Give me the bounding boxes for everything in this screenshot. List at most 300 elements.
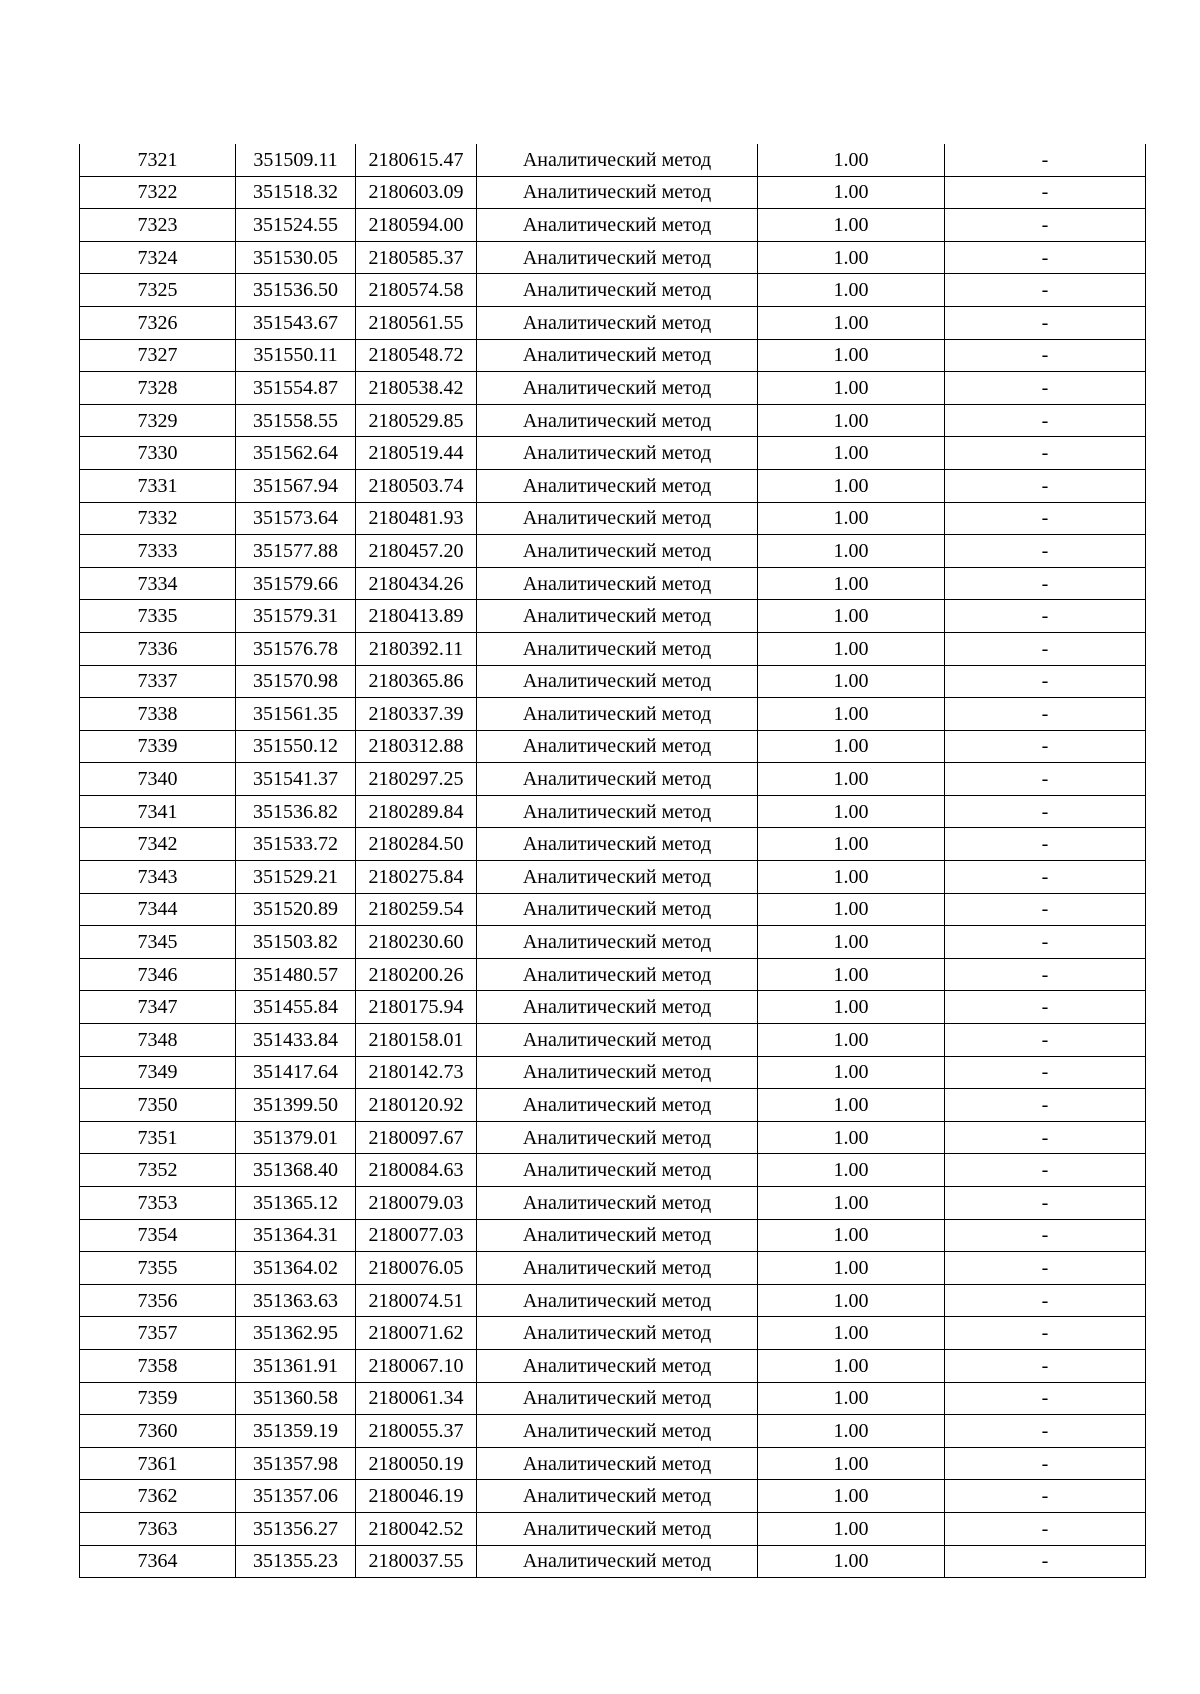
note-cell: - xyxy=(945,1284,1146,1317)
note-cell: - xyxy=(945,1056,1146,1089)
accuracy-cell: 1.00 xyxy=(758,600,945,633)
table-row xyxy=(80,567,1146,600)
table-row xyxy=(80,1056,1146,1089)
x-coordinate-cell: 351536.50 xyxy=(236,274,356,307)
accuracy-cell: 1.00 xyxy=(758,176,945,209)
accuracy-cell: 1.00 xyxy=(758,469,945,502)
accuracy-cell: 1.00 xyxy=(758,1284,945,1317)
x-coordinate-cell: 351360.58 xyxy=(236,1382,356,1415)
table-row xyxy=(80,1024,1146,1057)
note-cell: - xyxy=(945,1252,1146,1285)
y-coordinate-cell: 2180413.89 xyxy=(356,600,477,633)
x-coordinate-cell: 351577.88 xyxy=(236,535,356,568)
point-number-cell: 7331 xyxy=(80,469,236,502)
table-row xyxy=(80,1447,1146,1480)
note-cell: - xyxy=(945,730,1146,763)
table-row xyxy=(80,1317,1146,1350)
point-number-cell: 7346 xyxy=(80,958,236,991)
y-coordinate-cell: 2180615.47 xyxy=(356,144,477,176)
x-coordinate-cell: 351541.37 xyxy=(236,763,356,796)
method-cell: Аналитический метод xyxy=(477,763,758,796)
method-cell: Аналитический метод xyxy=(477,991,758,1024)
method-cell: Аналитический метод xyxy=(477,926,758,959)
point-number-cell: 7355 xyxy=(80,1252,236,1285)
accuracy-cell: 1.00 xyxy=(758,1121,945,1154)
table-row xyxy=(80,1252,1146,1285)
y-coordinate-cell: 2180067.10 xyxy=(356,1349,477,1382)
note-cell: - xyxy=(945,763,1146,796)
accuracy-cell: 1.00 xyxy=(758,209,945,242)
method-cell: Аналитический метод xyxy=(477,893,758,926)
accuracy-cell: 1.00 xyxy=(758,861,945,894)
x-coordinate-cell: 351363.63 xyxy=(236,1284,356,1317)
y-coordinate-cell: 2180297.25 xyxy=(356,763,477,796)
accuracy-cell: 1.00 xyxy=(758,1024,945,1057)
y-coordinate-cell: 2180042.52 xyxy=(356,1512,477,1545)
method-cell: Аналитический метод xyxy=(477,209,758,242)
table-row xyxy=(80,274,1146,307)
note-cell: - xyxy=(945,1187,1146,1220)
table-row xyxy=(80,241,1146,274)
method-cell: Аналитический метод xyxy=(477,274,758,307)
table-row xyxy=(80,535,1146,568)
note-cell: - xyxy=(945,1154,1146,1187)
point-number-cell: 7350 xyxy=(80,1089,236,1122)
y-coordinate-cell: 2180061.34 xyxy=(356,1382,477,1415)
x-coordinate-cell: 351480.57 xyxy=(236,958,356,991)
note-cell: - xyxy=(945,241,1146,274)
point-number-cell: 7358 xyxy=(80,1349,236,1382)
point-number-cell: 7339 xyxy=(80,730,236,763)
table-row xyxy=(80,893,1146,926)
table-row xyxy=(80,502,1146,535)
accuracy-cell: 1.00 xyxy=(758,1512,945,1545)
method-cell: Аналитический метод xyxy=(477,241,758,274)
y-coordinate-cell: 2180365.86 xyxy=(356,665,477,698)
note-cell: - xyxy=(945,1480,1146,1513)
table-row xyxy=(80,339,1146,372)
x-coordinate-cell: 351530.05 xyxy=(236,241,356,274)
method-cell: Аналитический метод xyxy=(477,1056,758,1089)
point-number-cell: 7363 xyxy=(80,1512,236,1545)
point-number-cell: 7361 xyxy=(80,1447,236,1480)
accuracy-cell: 1.00 xyxy=(758,274,945,307)
note-cell: - xyxy=(945,861,1146,894)
method-cell: Аналитический метод xyxy=(477,535,758,568)
point-number-cell: 7324 xyxy=(80,241,236,274)
note-cell: - xyxy=(945,632,1146,665)
accuracy-cell: 1.00 xyxy=(758,437,945,470)
table-row xyxy=(80,1121,1146,1154)
point-number-cell: 7332 xyxy=(80,502,236,535)
y-coordinate-cell: 2180574.58 xyxy=(356,274,477,307)
table-row xyxy=(80,763,1146,796)
point-number-cell: 7360 xyxy=(80,1415,236,1448)
y-coordinate-cell: 2180175.94 xyxy=(356,991,477,1024)
method-cell: Аналитический метод xyxy=(477,144,758,176)
accuracy-cell: 1.00 xyxy=(758,1382,945,1415)
accuracy-cell: 1.00 xyxy=(758,1480,945,1513)
y-coordinate-cell: 2180585.37 xyxy=(356,241,477,274)
note-cell: - xyxy=(945,893,1146,926)
point-number-cell: 7359 xyxy=(80,1382,236,1415)
accuracy-cell: 1.00 xyxy=(758,1187,945,1220)
x-coordinate-cell: 351573.64 xyxy=(236,502,356,535)
y-coordinate-cell: 2180230.60 xyxy=(356,926,477,959)
y-coordinate-cell: 2180548.72 xyxy=(356,339,477,372)
method-cell: Аналитический метод xyxy=(477,632,758,665)
table-row xyxy=(80,209,1146,242)
table-row xyxy=(80,1089,1146,1122)
note-cell: - xyxy=(945,502,1146,535)
method-cell: Аналитический метод xyxy=(477,1447,758,1480)
note-cell: - xyxy=(945,926,1146,959)
method-cell: Аналитический метод xyxy=(477,1545,758,1578)
accuracy-cell: 1.00 xyxy=(758,1219,945,1252)
table-row xyxy=(80,1187,1146,1220)
note-cell: - xyxy=(945,339,1146,372)
note-cell: - xyxy=(945,1415,1146,1448)
method-cell: Аналитический метод xyxy=(477,306,758,339)
accuracy-cell: 1.00 xyxy=(758,1349,945,1382)
accuracy-cell: 1.00 xyxy=(758,535,945,568)
x-coordinate-cell: 351356.27 xyxy=(236,1512,356,1545)
note-cell: - xyxy=(945,600,1146,633)
table-row xyxy=(80,991,1146,1024)
point-number-cell: 7321 xyxy=(80,144,236,176)
table-row xyxy=(80,1349,1146,1382)
table-row xyxy=(80,1382,1146,1415)
x-coordinate-cell: 351550.11 xyxy=(236,339,356,372)
table-row xyxy=(80,1512,1146,1545)
table-row xyxy=(80,306,1146,339)
accuracy-cell: 1.00 xyxy=(758,665,945,698)
x-coordinate-cell: 351554.87 xyxy=(236,372,356,405)
point-number-cell: 7336 xyxy=(80,632,236,665)
table-row xyxy=(80,1480,1146,1513)
method-cell: Аналитический метод xyxy=(477,828,758,861)
note-cell: - xyxy=(945,209,1146,242)
method-cell: Аналитический метод xyxy=(477,1284,758,1317)
method-cell: Аналитический метод xyxy=(477,567,758,600)
note-cell: - xyxy=(945,1382,1146,1415)
x-coordinate-cell: 351579.31 xyxy=(236,600,356,633)
accuracy-cell: 1.00 xyxy=(758,991,945,1024)
note-cell: - xyxy=(945,404,1146,437)
x-coordinate-cell: 351365.12 xyxy=(236,1187,356,1220)
coordinates-table-body xyxy=(80,144,1146,1578)
y-coordinate-cell: 2180097.67 xyxy=(356,1121,477,1154)
x-coordinate-cell: 351579.66 xyxy=(236,567,356,600)
method-cell: Аналитический метод xyxy=(477,1382,758,1415)
note-cell: - xyxy=(945,1545,1146,1578)
x-coordinate-cell: 351529.21 xyxy=(236,861,356,894)
note-cell: - xyxy=(945,372,1146,405)
x-coordinate-cell: 351561.35 xyxy=(236,698,356,731)
method-cell: Аналитический метод xyxy=(477,1219,758,1252)
note-cell: - xyxy=(945,1317,1146,1350)
coordinates-table xyxy=(79,144,1146,1578)
y-coordinate-cell: 2180050.19 xyxy=(356,1447,477,1480)
point-number-cell: 7338 xyxy=(80,698,236,731)
table-row xyxy=(80,1154,1146,1187)
x-coordinate-cell: 351357.98 xyxy=(236,1447,356,1480)
point-number-cell: 7353 xyxy=(80,1187,236,1220)
note-cell: - xyxy=(945,1219,1146,1252)
point-number-cell: 7334 xyxy=(80,567,236,600)
accuracy-cell: 1.00 xyxy=(758,339,945,372)
method-cell: Аналитический метод xyxy=(477,339,758,372)
table-row xyxy=(80,730,1146,763)
table-row xyxy=(80,176,1146,209)
x-coordinate-cell: 351567.94 xyxy=(236,469,356,502)
note-cell: - xyxy=(945,567,1146,600)
table-row xyxy=(80,1545,1146,1578)
table-row xyxy=(80,372,1146,405)
accuracy-cell: 1.00 xyxy=(758,1089,945,1122)
accuracy-cell: 1.00 xyxy=(758,1056,945,1089)
point-number-cell: 7341 xyxy=(80,795,236,828)
x-coordinate-cell: 351509.11 xyxy=(236,144,356,176)
table-row xyxy=(80,926,1146,959)
table-row xyxy=(80,437,1146,470)
note-cell: - xyxy=(945,469,1146,502)
note-cell: - xyxy=(945,665,1146,698)
method-cell: Аналитический метод xyxy=(477,372,758,405)
point-number-cell: 7349 xyxy=(80,1056,236,1089)
point-number-cell: 7340 xyxy=(80,763,236,796)
method-cell: Аналитический метод xyxy=(477,958,758,991)
x-coordinate-cell: 351543.67 xyxy=(236,306,356,339)
point-number-cell: 7354 xyxy=(80,1219,236,1252)
y-coordinate-cell: 2180594.00 xyxy=(356,209,477,242)
x-coordinate-cell: 351455.84 xyxy=(236,991,356,1024)
y-coordinate-cell: 2180084.63 xyxy=(356,1154,477,1187)
note-cell: - xyxy=(945,795,1146,828)
x-coordinate-cell: 351503.82 xyxy=(236,926,356,959)
x-coordinate-cell: 351524.55 xyxy=(236,209,356,242)
method-cell: Аналитический метод xyxy=(477,600,758,633)
y-coordinate-cell: 2180142.73 xyxy=(356,1056,477,1089)
note-cell: - xyxy=(945,828,1146,861)
accuracy-cell: 1.00 xyxy=(758,306,945,339)
point-number-cell: 7322 xyxy=(80,176,236,209)
table-row xyxy=(80,1219,1146,1252)
y-coordinate-cell: 2180071.62 xyxy=(356,1317,477,1350)
point-number-cell: 7347 xyxy=(80,991,236,1024)
method-cell: Аналитический метод xyxy=(477,502,758,535)
method-cell: Аналитический метод xyxy=(477,176,758,209)
table-row xyxy=(80,144,1146,176)
x-coordinate-cell: 351433.84 xyxy=(236,1024,356,1057)
accuracy-cell: 1.00 xyxy=(758,144,945,176)
method-cell: Аналитический метод xyxy=(477,469,758,502)
method-cell: Аналитический метод xyxy=(477,1317,758,1350)
point-number-cell: 7344 xyxy=(80,893,236,926)
table-row xyxy=(80,632,1146,665)
x-coordinate-cell: 351355.23 xyxy=(236,1545,356,1578)
x-coordinate-cell: 351357.06 xyxy=(236,1480,356,1513)
note-cell: - xyxy=(945,176,1146,209)
method-cell: Аналитический метод xyxy=(477,1480,758,1513)
point-number-cell: 7351 xyxy=(80,1121,236,1154)
x-coordinate-cell: 351364.02 xyxy=(236,1252,356,1285)
accuracy-cell: 1.00 xyxy=(758,958,945,991)
x-coordinate-cell: 351550.12 xyxy=(236,730,356,763)
y-coordinate-cell: 2180259.54 xyxy=(356,893,477,926)
y-coordinate-cell: 2180434.26 xyxy=(356,567,477,600)
note-cell: - xyxy=(945,274,1146,307)
accuracy-cell: 1.00 xyxy=(758,763,945,796)
accuracy-cell: 1.00 xyxy=(758,1317,945,1350)
method-cell: Аналитический метод xyxy=(477,1252,758,1285)
accuracy-cell: 1.00 xyxy=(758,795,945,828)
x-coordinate-cell: 351399.50 xyxy=(236,1089,356,1122)
x-coordinate-cell: 351359.19 xyxy=(236,1415,356,1448)
method-cell: Аналитический метод xyxy=(477,437,758,470)
x-coordinate-cell: 351533.72 xyxy=(236,828,356,861)
note-cell: - xyxy=(945,437,1146,470)
accuracy-cell: 1.00 xyxy=(758,1447,945,1480)
x-coordinate-cell: 351379.01 xyxy=(236,1121,356,1154)
y-coordinate-cell: 2180275.84 xyxy=(356,861,477,894)
accuracy-cell: 1.00 xyxy=(758,698,945,731)
point-number-cell: 7327 xyxy=(80,339,236,372)
y-coordinate-cell: 2180529.85 xyxy=(356,404,477,437)
table-row xyxy=(80,600,1146,633)
y-coordinate-cell: 2180519.44 xyxy=(356,437,477,470)
y-coordinate-cell: 2180503.74 xyxy=(356,469,477,502)
table-row xyxy=(80,404,1146,437)
method-cell: Аналитический метод xyxy=(477,1349,758,1382)
y-coordinate-cell: 2180079.03 xyxy=(356,1187,477,1220)
y-coordinate-cell: 2180077.03 xyxy=(356,1219,477,1252)
note-cell: - xyxy=(945,698,1146,731)
y-coordinate-cell: 2180289.84 xyxy=(356,795,477,828)
y-coordinate-cell: 2180561.55 xyxy=(356,306,477,339)
y-coordinate-cell: 2180120.92 xyxy=(356,1089,477,1122)
point-number-cell: 7345 xyxy=(80,926,236,959)
x-coordinate-cell: 351361.91 xyxy=(236,1349,356,1382)
accuracy-cell: 1.00 xyxy=(758,502,945,535)
y-coordinate-cell: 2180312.88 xyxy=(356,730,477,763)
accuracy-cell: 1.00 xyxy=(758,1415,945,1448)
accuracy-cell: 1.00 xyxy=(758,372,945,405)
accuracy-cell: 1.00 xyxy=(758,567,945,600)
point-number-cell: 7343 xyxy=(80,861,236,894)
note-cell: - xyxy=(945,1512,1146,1545)
table-row xyxy=(80,1415,1146,1448)
point-number-cell: 7328 xyxy=(80,372,236,405)
point-number-cell: 7335 xyxy=(80,600,236,633)
point-number-cell: 7326 xyxy=(80,306,236,339)
y-coordinate-cell: 2180481.93 xyxy=(356,502,477,535)
x-coordinate-cell: 351362.95 xyxy=(236,1317,356,1350)
note-cell: - xyxy=(945,306,1146,339)
y-coordinate-cell: 2180392.11 xyxy=(356,632,477,665)
method-cell: Аналитический метод xyxy=(477,1187,758,1220)
method-cell: Аналитический метод xyxy=(477,1121,758,1154)
note-cell: - xyxy=(945,1447,1146,1480)
y-coordinate-cell: 2180046.19 xyxy=(356,1480,477,1513)
method-cell: Аналитический метод xyxy=(477,861,758,894)
point-number-cell: 7364 xyxy=(80,1545,236,1578)
y-coordinate-cell: 2180603.09 xyxy=(356,176,477,209)
x-coordinate-cell: 351518.32 xyxy=(236,176,356,209)
method-cell: Аналитический метод xyxy=(477,1154,758,1187)
x-coordinate-cell: 351570.98 xyxy=(236,665,356,698)
accuracy-cell: 1.00 xyxy=(758,632,945,665)
accuracy-cell: 1.00 xyxy=(758,730,945,763)
point-number-cell: 7325 xyxy=(80,274,236,307)
accuracy-cell: 1.00 xyxy=(758,1545,945,1578)
method-cell: Аналитический метод xyxy=(477,1089,758,1122)
method-cell: Аналитический метод xyxy=(477,665,758,698)
method-cell: Аналитический метод xyxy=(477,1415,758,1448)
y-coordinate-cell: 2180457.20 xyxy=(356,535,477,568)
x-coordinate-cell: 351562.64 xyxy=(236,437,356,470)
method-cell: Аналитический метод xyxy=(477,1512,758,1545)
point-number-cell: 7356 xyxy=(80,1284,236,1317)
point-number-cell: 7323 xyxy=(80,209,236,242)
note-cell: - xyxy=(945,144,1146,176)
accuracy-cell: 1.00 xyxy=(758,404,945,437)
table-row xyxy=(80,1284,1146,1317)
method-cell: Аналитический метод xyxy=(477,1024,758,1057)
point-number-cell: 7352 xyxy=(80,1154,236,1187)
x-coordinate-cell: 351368.40 xyxy=(236,1154,356,1187)
x-coordinate-cell: 351576.78 xyxy=(236,632,356,665)
y-coordinate-cell: 2180076.05 xyxy=(356,1252,477,1285)
accuracy-cell: 1.00 xyxy=(758,828,945,861)
x-coordinate-cell: 351558.55 xyxy=(236,404,356,437)
note-cell: - xyxy=(945,535,1146,568)
y-coordinate-cell: 2180158.01 xyxy=(356,1024,477,1057)
accuracy-cell: 1.00 xyxy=(758,1252,945,1285)
accuracy-cell: 1.00 xyxy=(758,893,945,926)
x-coordinate-cell: 351520.89 xyxy=(236,893,356,926)
y-coordinate-cell: 2180337.39 xyxy=(356,698,477,731)
point-number-cell: 7329 xyxy=(80,404,236,437)
method-cell: Аналитический метод xyxy=(477,730,758,763)
note-cell: - xyxy=(945,1121,1146,1154)
note-cell: - xyxy=(945,1349,1146,1382)
y-coordinate-cell: 2180200.26 xyxy=(356,958,477,991)
y-coordinate-cell: 2180284.50 xyxy=(356,828,477,861)
table-row xyxy=(80,469,1146,502)
point-number-cell: 7362 xyxy=(80,1480,236,1513)
y-coordinate-cell: 2180538.42 xyxy=(356,372,477,405)
table-row xyxy=(80,665,1146,698)
note-cell: - xyxy=(945,991,1146,1024)
table-row xyxy=(80,958,1146,991)
method-cell: Аналитический метод xyxy=(477,698,758,731)
y-coordinate-cell: 2180074.51 xyxy=(356,1284,477,1317)
table-row xyxy=(80,861,1146,894)
point-number-cell: 7357 xyxy=(80,1317,236,1350)
x-coordinate-cell: 351417.64 xyxy=(236,1056,356,1089)
note-cell: - xyxy=(945,958,1146,991)
accuracy-cell: 1.00 xyxy=(758,926,945,959)
table-row xyxy=(80,828,1146,861)
note-cell: - xyxy=(945,1089,1146,1122)
accuracy-cell: 1.00 xyxy=(758,1154,945,1187)
note-cell: - xyxy=(945,1024,1146,1057)
table-row xyxy=(80,795,1146,828)
y-coordinate-cell: 2180055.37 xyxy=(356,1415,477,1448)
accuracy-cell: 1.00 xyxy=(758,241,945,274)
point-number-cell: 7333 xyxy=(80,535,236,568)
